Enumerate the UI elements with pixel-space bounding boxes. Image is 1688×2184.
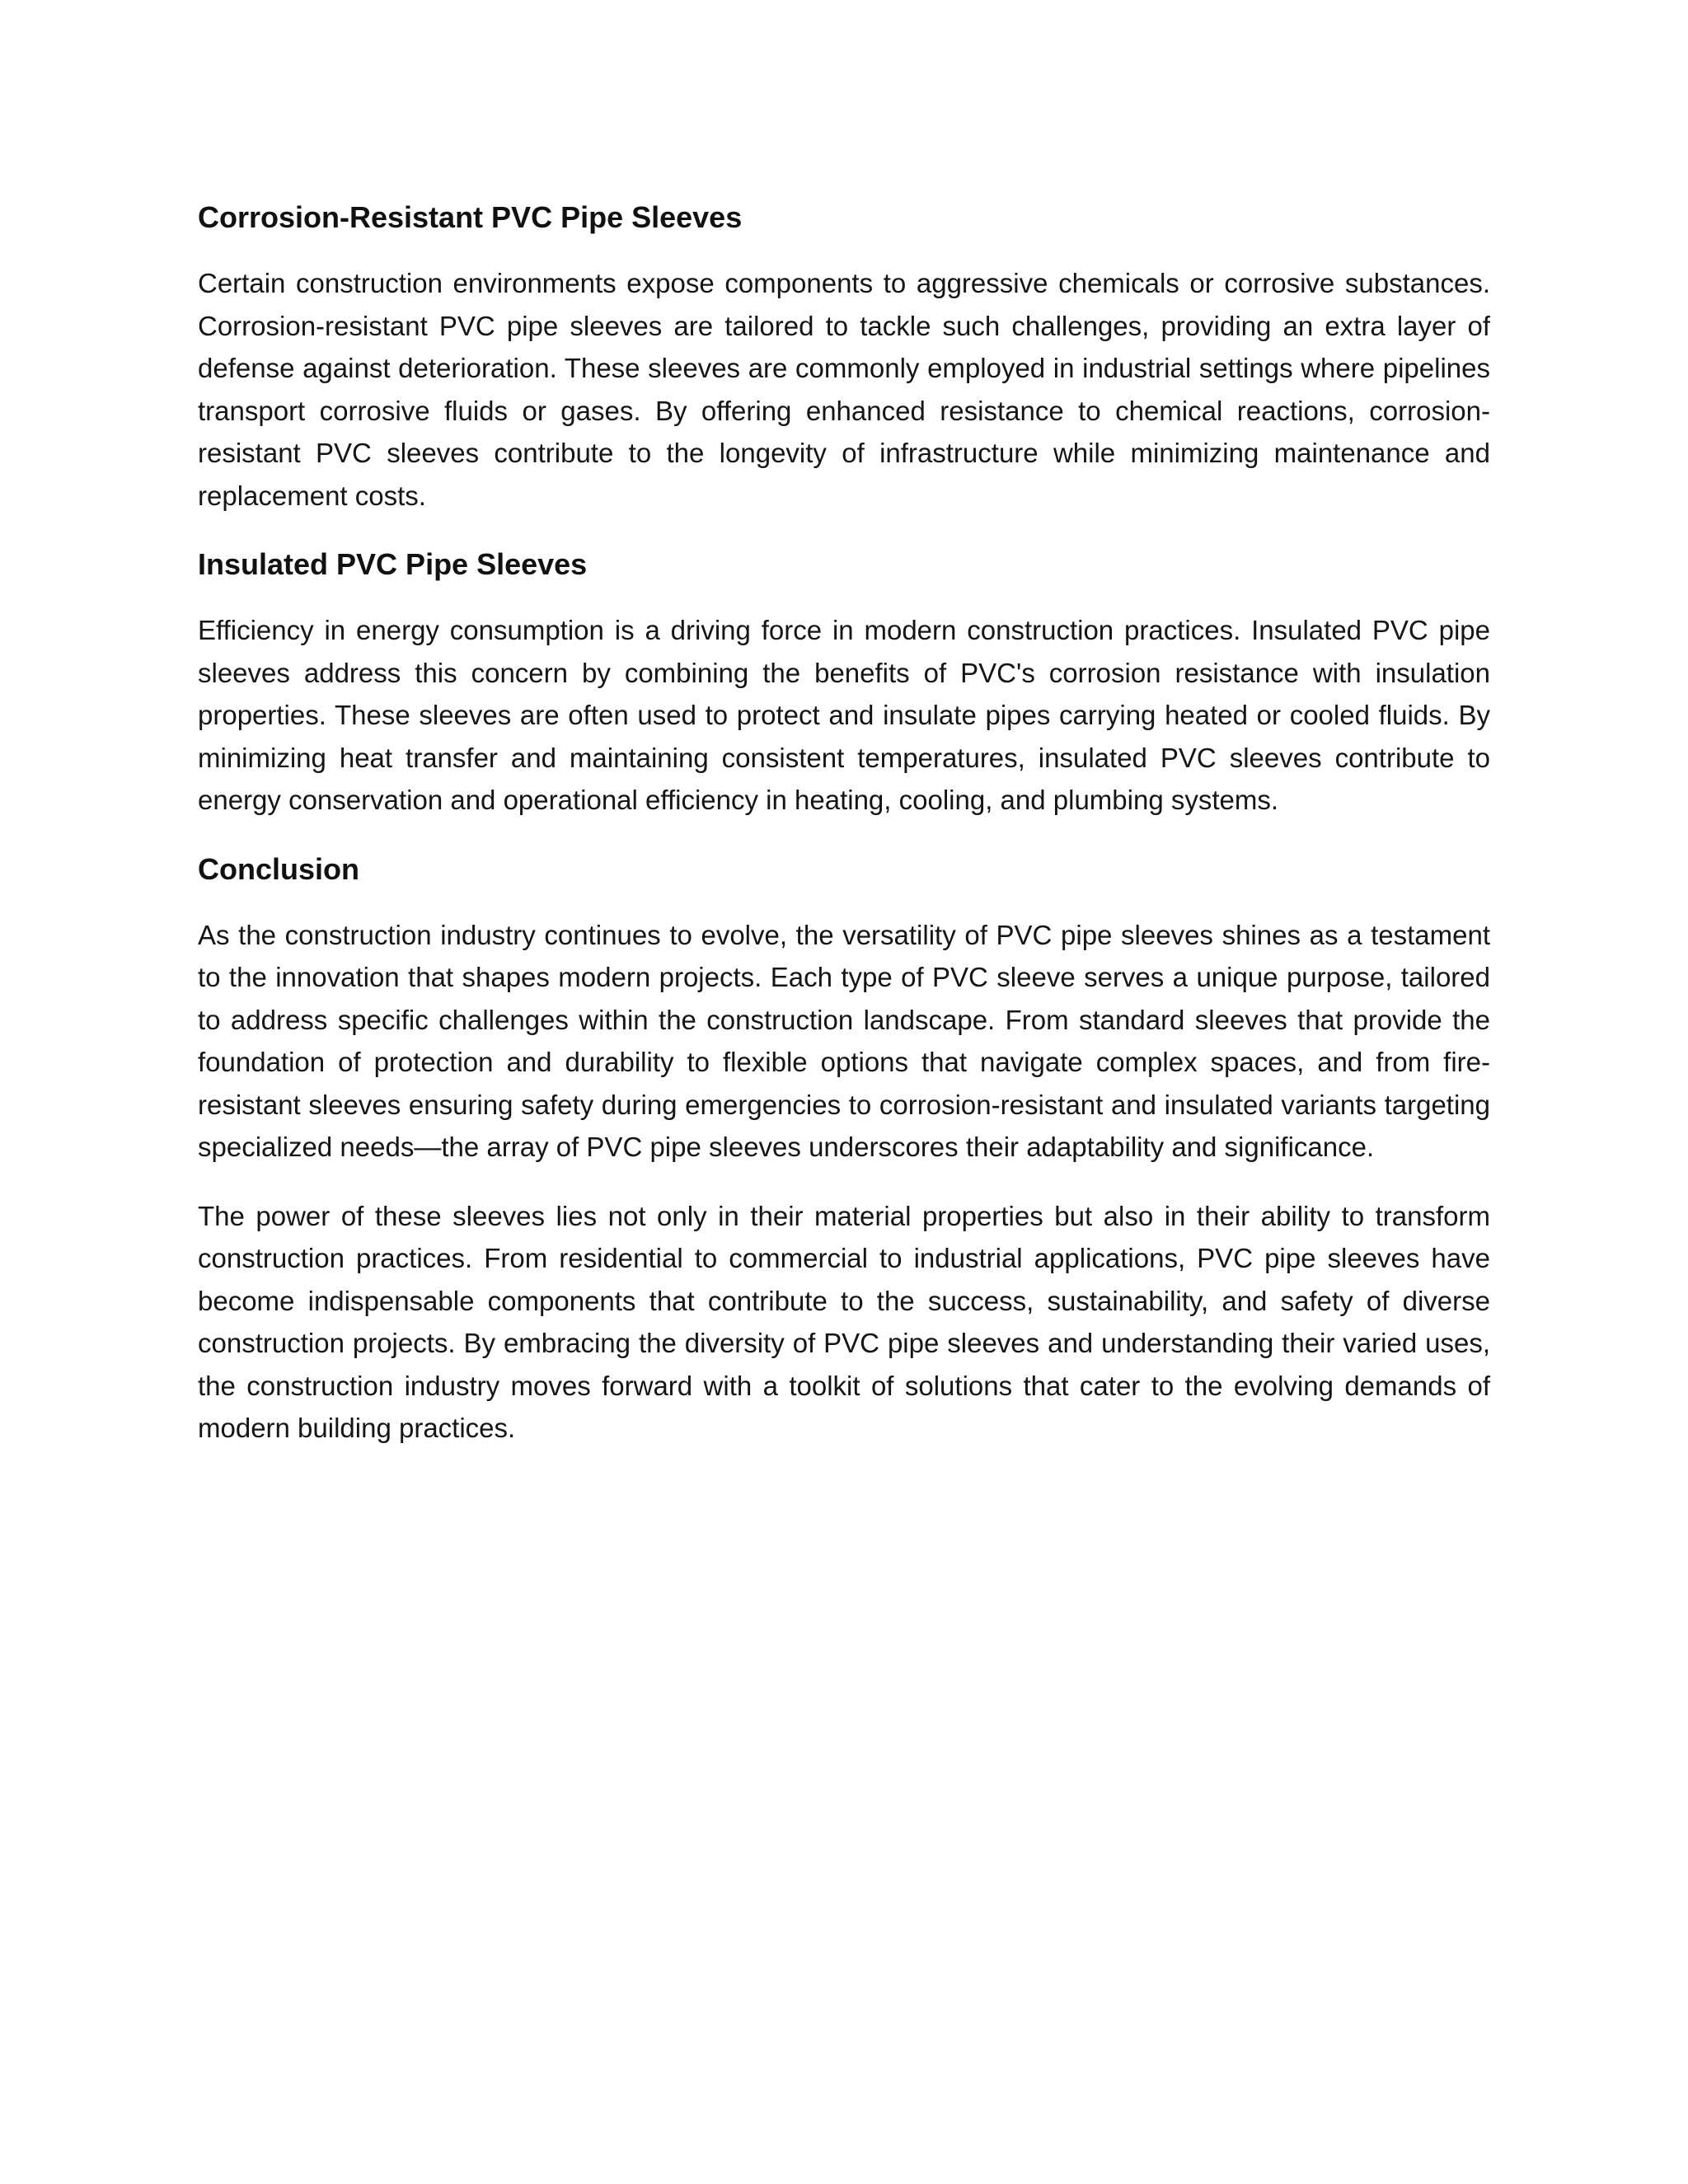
section-heading-corrosion-resistant: Corrosion-Resistant PVC Pipe Sleeves [198, 200, 743, 234]
section-heading-insulated: Insulated PVC Pipe Sleeves [198, 547, 588, 581]
document-body [198, 198, 1490, 1476]
paragraph-conclusion-2: The power of these sleeves lies not only in their material properties but also in their ability to transform construction practices. From residential to commercial to industrial applications, PVC pipe sleeves have become indispensable components that contribute to the success, sustainability, and safety of diverse construction projects. By embracing the diversity of PVC pipe sleeves and understanding their varied uses, the construction industry moves forward with a toolkit of solutions that cater to the evolving demands of modern building practices. [198, 1200, 1490, 1443]
paragraph-insulated: Efficiency in energy consumption is a driving force in modern construction practices. Insulated PVC pipe sleeves address this concern by combining the benefits of PVC's corrosion resistance with insulation properties. These sleeves are often used to protect and insulate pipes carrying heated or cooled fluids. By minimizing heat transfer and maintaining consistent temperatures, insulated PVC sleeves contribute to energy conservation and operational efficiency in heating, cooling, and plumbing systems. [198, 615, 1490, 815]
paragraph-corrosion-resistant: Certain construction environments expose components to aggressive chemicals or corrosive substances. Corrosion-resistant PVC pipe sleeves are tailored to tackle such challenges, providing an extra layer of defense against deterioration. These sleeves are commonly employed in industrial settings where pipelines transport corrosive fluids or gases. By offering enhanced resistance to chemical reactions, corrosion-resistant PVC sleeves contribute to the longevity of infrastructure while minimizing maintenance and replacement costs. [198, 268, 1490, 511]
section-heading-conclusion: Conclusion [198, 851, 359, 886]
paragraph-conclusion-1: As the construction industry continues to evolve, the versatility of PVC pipe sleeves shines as a testament to the innovation that shapes modern projects. Each type of PVC sleeve serves a unique purpose, tailored to address specific challenges within the construction landscape. From standard sleeves that provide the foundation of protection and durability to flexible options that navigate complex spaces, and from fire-resistant sleeves ensuring safety during emergencies to corrosion-resistant and insulated variants targeting specialized needs—the array of PVC pipe sleeves underscores their adaptability and significance. [198, 919, 1490, 1162]
